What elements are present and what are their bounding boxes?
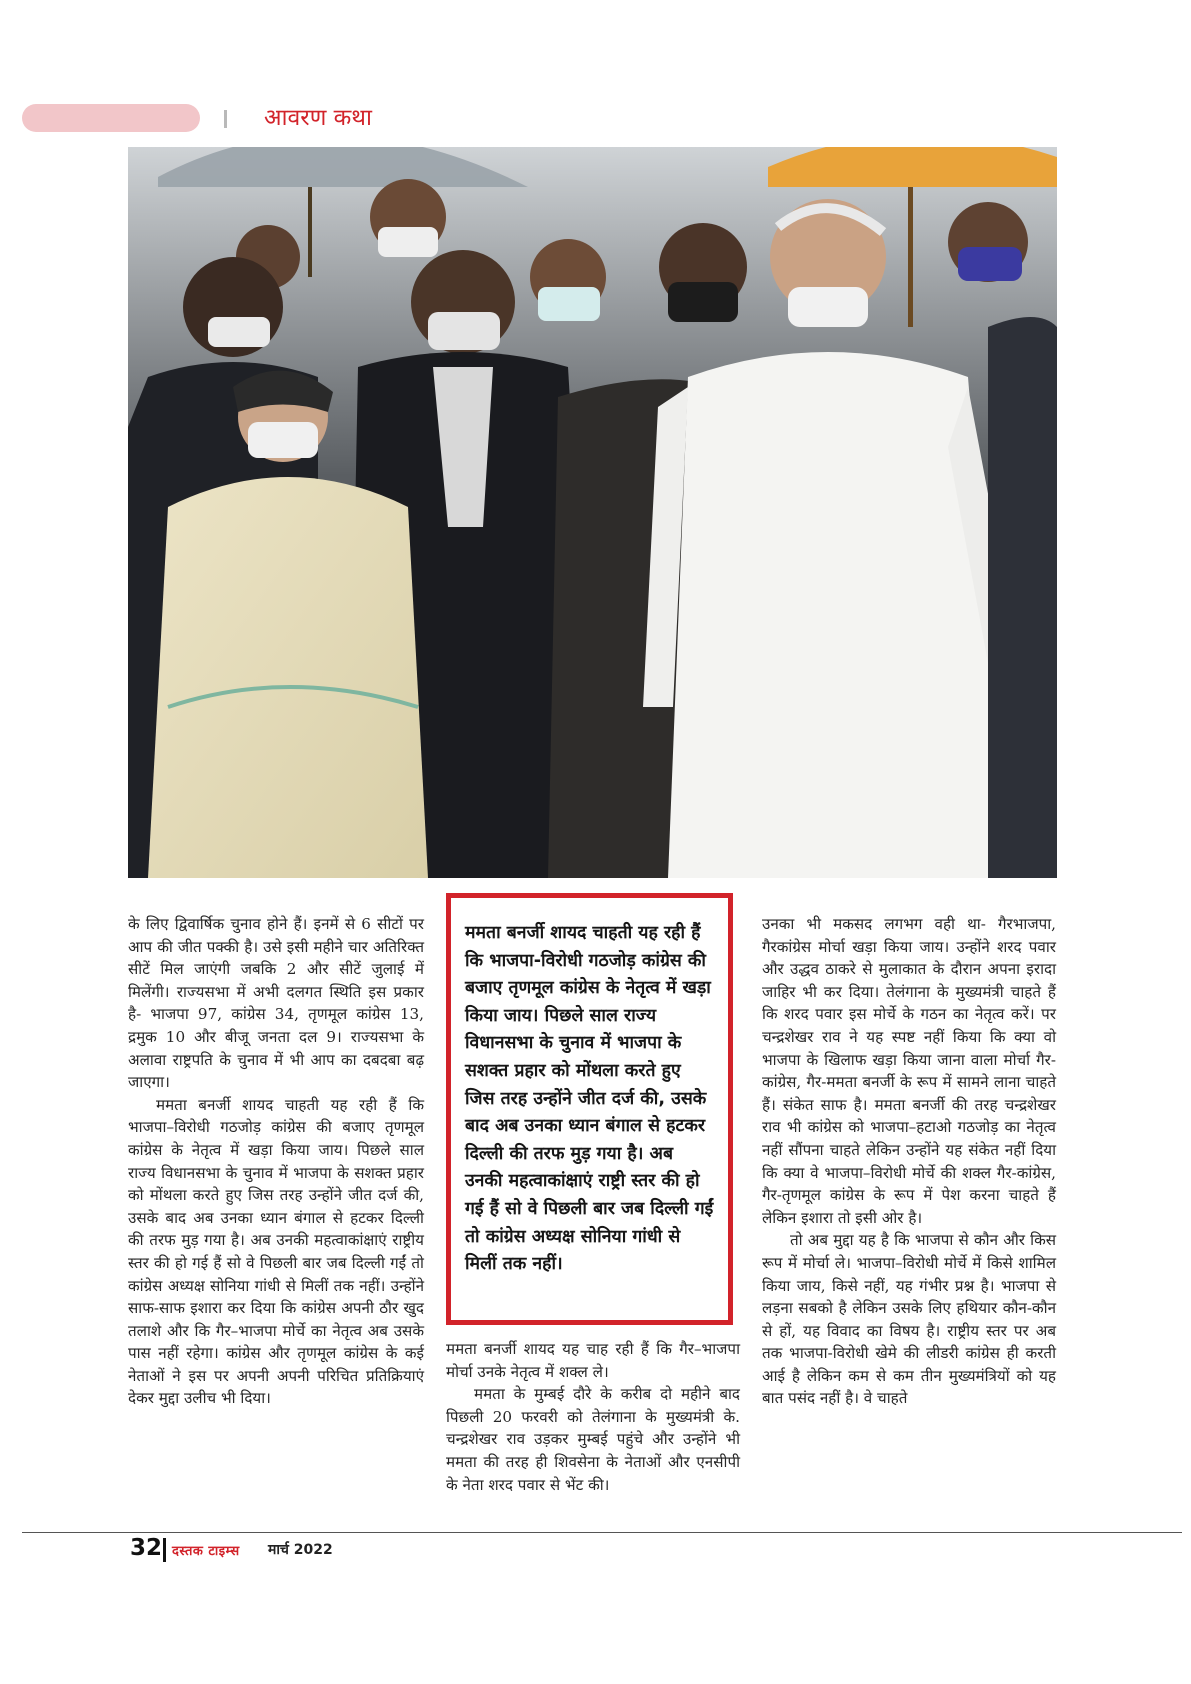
- section-title: आवरण कथा: [264, 105, 372, 131]
- footer-rule: [22, 1532, 1182, 1533]
- pull-quote-box: [446, 893, 733, 1325]
- col1-paragraph-1: के लिए द्विवार्षिक चुनाव होने हैं। इनमें से 6 सीटों पर आप की जीत पक्की है। उसे इसी महीने चार अतिरिक्त सीटें मिल जाएंगी जबकि 2 और सीटें जुलाई में मिलेंगी। राज्यसभा में अभी दलगत स्थिति इस प्रकार है- भाजपा 97, कांग्रेस 34, तृणमूल कांग्रेस 13, द्रमुक 10 और बीजू जनता दल 9। राज्यसभा के अलावा राष्ट्रपति के चुनाव में भी आप का दबदबा बढ़ जाएगा।: [128, 915, 424, 1092]
- footer-divider: [163, 1538, 166, 1562]
- article-column-3: [762, 913, 1056, 1410]
- col1-paragraph-2: ममता बनर्जी शायद चाहती यह रही हैं कि भाजपा–विरोधी गठजोड़ कांग्रेस की बजाए तृणमूल कांग्रेस के नेतृत्व में खड़ा किया जाय। पिछले साल राज्य विधानसभा के चुनाव में भाजपा के सशक्त प्रहार को मोंथला करते हुए जिस तरह उन्होंने जीत दर्ज की, उसके बाद अब उनका ध्यान बंगाल से हटकर दिल्ली की तरफ मुड़ गया है। अब उनकी महत्वाकांक्षाएं राष्ट्रीय स्तर की हो गई हैं सो वे पिछली बार जब दिल्ली गईं तो कांग्रेस अध्यक्ष सोनिया गांधी से मिलीं तक नहीं। उन्होंने साफ-साफ इशारा कर दिया कि कांग्रेस अपनी ठौर खुद तलाशे और कि गैर–भाजपा मोर्चे का नेतृत्व अब उसके पास नहीं रहेगा। कांग्रेस और तृणमूल कांग्रेस के कई नेताओं ने इस पर अपनी अपनी परिचित प्रतिक्रियाएं देकर मुद्दा उलीच भी दिया।: [128, 1095, 424, 1408]
- article-column-2: [446, 1338, 740, 1496]
- section-pill: [22, 104, 200, 132]
- col2-paragraph-1: ममता बनर्जी शायद यह चाह रही हैं कि गैर–भाजपा मोर्चा उनके नेतृत्व में शक्ल ले।: [446, 1340, 740, 1381]
- col2-paragraph-2: ममता के मुम्बई दौरे के करीब दो महीने बाद पिछली 20 फरवरी को तेलंगाना के मुख्यमंत्री के. चन्द्रशेखर राव उड़कर मुम्बई पहुंचे और उन्होंने भी ममता की तरह ही शिवसेना के नेताओं और एनसीपी के नेता शरद पवार से भेंट की।: [446, 1385, 740, 1494]
- pull-quote-text: ममता बनर्जी शायद चाहती यह रही हैं कि भाजपा-विरोधी गठजोड़ कांग्रेस की बजाए तृणमूल कांग्रेस के नेतृत्व में खड़ा किया जाय। पिछले साल राज्य विधानसभा के चुनाव में भाजपा के सशक्त प्रहार को मोंथला करते हुए जिस तरह उन्होंने जीत दर्ज की, उसके बाद अब उनका ध्यान बंगाल से हटकर दिल्ली की तरफ मुड़ गया है। अब उनकी महत्वाकांक्षाएं राष्ट्री स्तर की हो गई हैं सो वे पिछली बार जब दिल्ली गईं तो कांग्रेस अध्यक्ष सोनिया गांधी से मिलीं तक नहीं।: [465, 923, 714, 1275]
- magazine-name: दस्तक टाइम्स: [172, 1544, 240, 1559]
- col3-paragraph-1: उनका भी मकसद लगभग वही था- गैरभाजपा, गैरकांग्रेस मोर्चा खड़ा किया जाय। उन्होंने शरद पवार और उद्धव ठाकरे से मुलाकात के दौरान अपना इरादा जाहिर भी कर दिया। तेलंगाना के मुख्यमंत्री चाहते हैं कि शरद पवार इस मोर्चे के गठन का नेतृत्व करें। पर चन्द्रशेखर राव ने यह स्पष्ट नहीं किया कि क्या वो भाजपा के खिलाफ खड़ा किया जाना वाला मोर्चा गैर-कांग्रेस, गैर-ममता बनर्जी के रूप में सामने लाना चाहते हैं। संकेत साफ है। ममता बनर्जी की तरह चन्द्रशेखर राव भी कांग्रेस को भाजपा–हटाओ गठजोड़ का नेतृत्व नहीं सौंपना चाहते लेकिन उन्होंने यह संकेत नहीं दिया कि क्या वे भाजपा–विरोधी मोर्चे की शक्ल गैर-कांग्रेस, गैर-तृणमूल कांग्रेस के रूप में पेश करना चाहते हैं लेकिन इशारा तो इसी ओर है।: [762, 915, 1056, 1227]
- news-photo-icon: [128, 147, 1057, 878]
- page-number: 32: [130, 1535, 163, 1561]
- issue-date: मार्च 2022: [268, 1542, 333, 1558]
- article-column-1: [128, 913, 424, 1410]
- col3-paragraph-2: तो अब मुद्दा यह है कि भाजपा से कौन और किस रूप में मोर्चा ले। भाजपा–विरोधी मोर्चे में किसे शामिल किया जाय, किसे नहीं, यह गंभीर प्रश्न है। भाजपा से लड़ना सबको है लेकिन उसके लिए हथियार कौन-कौन से हों, यह विवाद का विषय है। राष्ट्रीय स्तर पर अब तक भाजपा-विरोधी खेमे की लीडरी कांग्रेस ही करती आई है लेकिन कम से कम तीन मुख्यमंत्रियों को यह बात पसंद नहीं है। वे चाहते: [762, 1231, 1056, 1408]
- cover-photo: [128, 147, 1057, 878]
- header-divider: [224, 110, 227, 128]
